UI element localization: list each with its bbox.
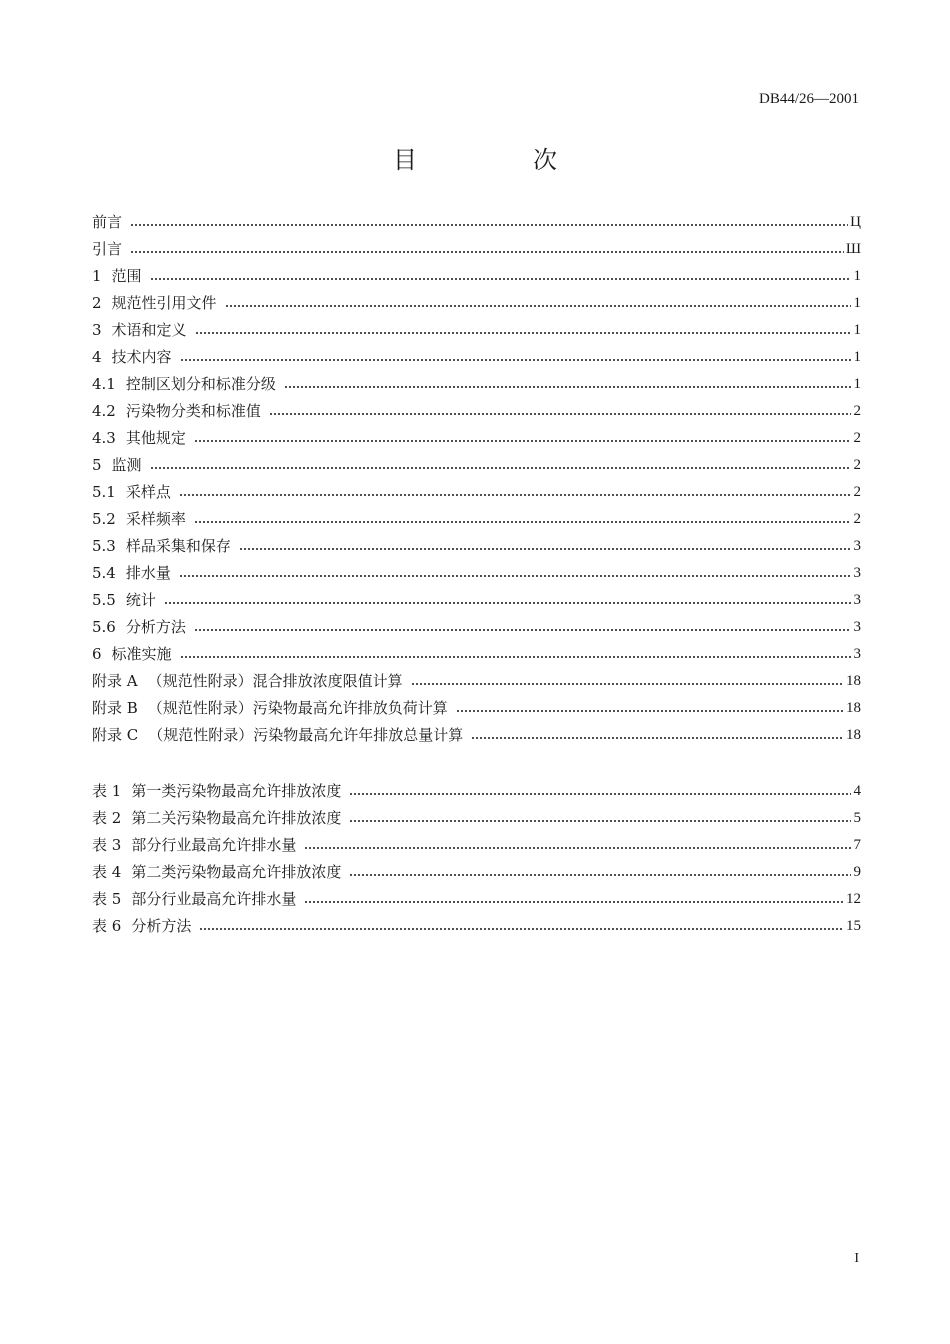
entry-number: 5: [92, 456, 102, 474]
entry-number: 表 2: [92, 809, 122, 827]
toc-entry: [92, 427, 861, 454]
entry-title: 污染物分类和标准值: [125, 402, 261, 420]
dot-leader: [349, 793, 851, 795]
entry-page-number: 1: [854, 346, 862, 368]
entry-number: 表 3: [92, 836, 122, 854]
entry-title: 样品采集和保存: [125, 537, 231, 555]
entry-page-number: 1: [854, 292, 862, 314]
list-of-tables: [92, 780, 861, 942]
entry-number: 4: [92, 348, 102, 366]
entry-title: 分析方法: [131, 917, 192, 935]
entry-number: 1: [92, 267, 102, 285]
dot-leader: [239, 548, 851, 550]
dot-leader: [194, 629, 851, 631]
dot-leader: [195, 332, 851, 334]
entry-page-number: 3: [854, 643, 862, 665]
entry-page-number: 9: [854, 861, 862, 883]
toc-entry: [92, 589, 861, 616]
toc-entry: [92, 670, 861, 697]
toc-entry: [92, 319, 861, 346]
entry-number: 4.1: [92, 375, 116, 393]
toc-entry: [92, 292, 861, 319]
toc-entry: [92, 643, 861, 670]
table-entry: [92, 834, 861, 861]
entry-page-number: 3: [854, 589, 862, 611]
entry-title: 控制区划分和标准分级: [125, 375, 276, 393]
dot-leader: [411, 683, 844, 685]
page-number: I: [854, 1251, 859, 1266]
dot-leader: [130, 251, 844, 253]
dot-leader: [199, 928, 844, 930]
entry-page-number: Ш: [846, 238, 861, 260]
dot-leader: [179, 575, 851, 577]
entry-number: 3: [92, 321, 102, 339]
dot-leader: [471, 737, 844, 739]
table-entry: [92, 780, 861, 807]
entry-title: 第二关污染物最高允许排放浓度: [131, 809, 342, 827]
dot-leader: [225, 305, 851, 307]
entry-page-number: 3: [854, 535, 862, 557]
entry-number: 5.6: [92, 618, 116, 636]
entry-title: （规范性附录）污染物最高允许排放负荷计算: [147, 699, 448, 717]
entry-page-number: 3: [854, 562, 862, 584]
toc-entry: [92, 616, 861, 643]
entry-number: 5.1: [92, 483, 116, 501]
toc-entry: [92, 373, 861, 400]
entry-number: 附录 C: [92, 726, 139, 744]
entry-title: 引言: [92, 240, 123, 258]
dot-leader: [304, 847, 851, 849]
entry-number: 附录 B: [92, 699, 138, 717]
entry-page-number: 2: [854, 508, 862, 530]
table-of-contents: [92, 211, 861, 751]
entry-number: 5.4: [92, 564, 116, 582]
dot-leader: [304, 901, 844, 903]
dot-leader: [164, 602, 851, 604]
toc-entry: [92, 508, 861, 535]
entry-title: 前言: [92, 213, 123, 231]
entry-page-number: 1: [854, 265, 862, 287]
entry-page-number: 18: [846, 670, 861, 692]
table-entry: [92, 888, 861, 915]
entry-page-number: 4: [854, 780, 862, 802]
entry-number: 5.5: [92, 591, 116, 609]
entry-title: 排水量: [125, 564, 171, 582]
entry-page-number: 2: [854, 481, 862, 503]
entry-number: 5.3: [92, 537, 116, 555]
entry-page-number: 15: [846, 915, 861, 937]
entry-number: 附录 A: [92, 672, 138, 690]
entry-number: 4.2: [92, 402, 116, 420]
entry-title: 规范性引用文件: [111, 294, 217, 312]
entry-title: 第二类污染物最高允许排放浓度: [131, 863, 342, 881]
entry-page-number: 1: [854, 373, 862, 395]
entry-title: 第一类污染物最高允许排放浓度: [131, 782, 342, 800]
entry-page-number: 1: [854, 319, 862, 341]
dot-leader: [349, 874, 851, 876]
entry-title: （规范性附录）污染物最高允许年排放总量计算: [148, 726, 464, 744]
dot-leader: [194, 440, 851, 442]
dot-leader: [179, 494, 851, 496]
entry-number: 表 5: [92, 890, 122, 908]
dot-leader: [150, 278, 851, 280]
dot-leader: [194, 521, 851, 523]
entry-number: 5.2: [92, 510, 116, 528]
toc-entry: [92, 265, 861, 292]
toc-entry: [92, 481, 861, 508]
entry-page-number: 5: [854, 807, 862, 829]
standard-number: DB44/26—2001: [758, 91, 859, 107]
dot-leader: [349, 820, 851, 822]
table-entry: [92, 807, 861, 834]
toc-entry: [92, 562, 861, 589]
entry-title: 监测: [111, 456, 142, 474]
entry-title: 技术内容: [111, 348, 172, 366]
entry-page-number: 18: [846, 724, 861, 746]
entry-page-number: 2: [854, 400, 862, 422]
dot-leader: [150, 467, 851, 469]
entry-number: 2: [92, 294, 102, 312]
entry-number: 表 1: [92, 782, 122, 800]
table-entry: [92, 861, 861, 888]
dot-leader: [284, 386, 851, 388]
entry-title: 部分行业最高允许排水量: [131, 890, 297, 908]
entry-page-number: 18: [846, 697, 861, 719]
entry-number: 表 6: [92, 917, 122, 935]
page-title: 目 次: [393, 146, 603, 174]
entry-title: 其他规定: [125, 429, 186, 447]
entry-page-number: 12: [846, 888, 861, 910]
toc-entry: [92, 211, 861, 238]
table-entry: [92, 915, 861, 942]
toc-entry: [92, 724, 861, 751]
entry-page-number: Ц: [850, 211, 861, 233]
toc-entry: [92, 238, 861, 265]
toc-entry: [92, 346, 861, 373]
entry-title: 标准实施: [111, 645, 172, 663]
entry-page-number: 2: [854, 454, 862, 476]
entry-page-number: 2: [854, 427, 862, 449]
dot-leader: [130, 224, 848, 226]
toc-entry: [92, 454, 861, 481]
entry-number: 4.3: [92, 429, 116, 447]
toc-entry: [92, 697, 861, 724]
dot-leader: [180, 359, 851, 361]
entry-title: 统计: [125, 591, 156, 609]
entry-page-number: 3: [854, 616, 862, 638]
entry-title: 术语和定义: [111, 321, 187, 339]
entry-title: 部分行业最高允许排水量: [131, 836, 297, 854]
toc-entry: [92, 535, 861, 562]
entry-page-number: 7: [854, 834, 862, 856]
dot-leader: [269, 413, 851, 415]
entry-title: 范围: [111, 267, 142, 285]
entry-title: 采样点: [125, 483, 171, 501]
entry-title: （规范性附录）混合排放浓度限值计算: [147, 672, 403, 690]
entry-title: 采样频率: [125, 510, 186, 528]
dot-leader: [456, 710, 844, 712]
dot-leader: [180, 656, 851, 658]
toc-entry: [92, 400, 861, 427]
entry-number: 表 4: [92, 863, 122, 881]
entry-number: 6: [92, 645, 102, 663]
entry-title: 分析方法: [125, 618, 186, 636]
